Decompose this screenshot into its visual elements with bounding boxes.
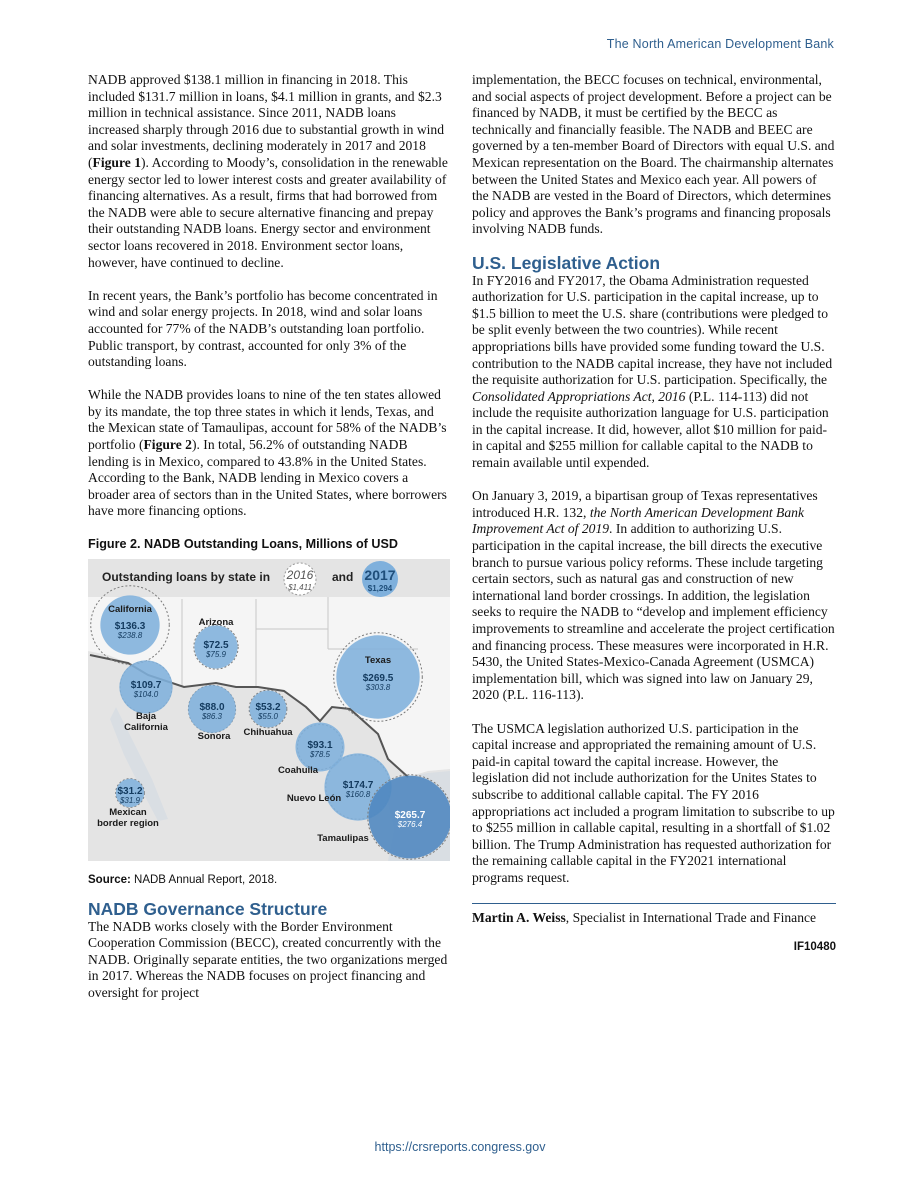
legend-total-2016: $1,411 bbox=[288, 582, 312, 592]
paragraph-text: . In addition to authorizing U.S. participation in the capital increase, the bill directs the executive branch to pursue various policy reforms. These include targeting certain sectors, such as natural gas and construction of new international land border crossings. In addition, the legislation seeks to require the NADB to “develop and implement efficiency improvements to streamline and accelerate the project certification and financing process. These measures were incorporated in H.R. 5430, the United States-Mexico-Canada Agreement (USMCA) implementation bill, which was signed into law on January 29, 2020 (P.L. 116-113). bbox=[472, 521, 835, 703]
paragraph-becc: implementation, the BECC focuses on technical, environmental, and social aspects of project development. Before a project can be financed by NADB, it must be certified by the BECC as technically and financially feasible. The NADB and BEEC are governed by a ten-member Board of Directors with equal U.S. and Mexican representation on the Board. The chairmanship alternates between the United States and Mexico each year. All powers of the NADB are vested in the Board of Directors, which determines policy and approves the Bank’s programs and financing proposals involving NADB funds. bbox=[472, 72, 835, 237]
value-2016-label: $104.0 bbox=[133, 689, 159, 699]
state-name-label: Sonora bbox=[197, 730, 231, 742]
header-organization: The North American Development Bank bbox=[606, 37, 834, 51]
source-text: NADB Annual Report, 2018. bbox=[130, 873, 278, 886]
paragraph-text: (P.L. 114-113) did not include the requisite authorization language for U.S. participation in the capital increase. It did, however, allot $10 million for paid-in capital and $255 million for callable capital to the NADB to remain available until expended. bbox=[472, 388, 829, 471]
heading-governance: NADB Governance Structure bbox=[88, 898, 328, 919]
figure-title: Figure 2. NADB Outstanding Loans, Millions of USD bbox=[88, 536, 398, 551]
value-2016-label: $276.4 bbox=[397, 819, 423, 829]
paragraph-hr132 bbox=[472, 488, 836, 704]
paragraph-text: On January 3, 2019, a bipartisan group of Texas representatives introduced H.R. 132, bbox=[472, 488, 818, 520]
figure-1-reference: Figure 1 bbox=[92, 154, 141, 170]
state-name-label: California bbox=[124, 721, 168, 733]
state-name-label: Texas bbox=[364, 654, 392, 666]
state-name-label: border region bbox=[97, 817, 159, 829]
value-2016-label: $31.9 bbox=[119, 795, 141, 805]
author-divider bbox=[472, 903, 836, 904]
paragraph-text: In FY2016 and FY2017, the Obama Administration requested authorization for U.S. participation in the capital increase, up to $1.5 billion to meet the U.S. share (contributions were pledged to be split evenly between the two countries). While recent appropriations bills have provided some funding toward the U.S. contribution to the NADB capital increase, they have not included the requisite authorization for U.S. participation. Specifically, the bbox=[472, 272, 833, 388]
outstanding-loans-map bbox=[88, 559, 450, 861]
map-heading: Outstanding loans by state in bbox=[102, 569, 271, 584]
state-name-label: Arizona bbox=[198, 616, 234, 628]
paragraph-text: ). In total, 56.2% of outstanding NADB lending is in Mexico, compared to 43.8% in the United States. According to the Bank, NADB lending in Mexico covers a broader area of sectors than in the United States, where borrowers have more financing options. bbox=[88, 437, 447, 519]
value-2017-label: $174.7 bbox=[342, 779, 374, 791]
legend-year-2016: 2016 bbox=[286, 567, 314, 582]
state-name-label: Mexican bbox=[109, 806, 147, 818]
figure-source bbox=[88, 873, 450, 887]
value-2017-label: $72.5 bbox=[203, 639, 229, 651]
source-label: Source: bbox=[88, 873, 131, 886]
value-2016-label: $78.5 bbox=[309, 749, 331, 759]
bill-title: the North American Development Bank Improvement Act of 2019 bbox=[472, 504, 804, 537]
paragraph-portfolio: In recent years, the Bank’s portfolio has become concentrated in wind and solar energy projects. In 2018, wind and solar loans accounted for 77% of the NADB’s outstanding loan portfolio. Public transport, by contrast, accounted for only 3% of the outstanding loans. bbox=[88, 287, 438, 370]
legend-year-2017: 2017 bbox=[364, 566, 396, 583]
author-name: Martin A. Weiss bbox=[472, 910, 566, 926]
value-2017-label: $88.0 bbox=[199, 701, 225, 713]
value-2017-label: $269.5 bbox=[362, 672, 394, 684]
state-name-label: Coahuila bbox=[277, 764, 319, 776]
figure-2-reference: Figure 2 bbox=[143, 437, 192, 453]
value-2017-label: $31.2 bbox=[117, 785, 143, 797]
value-2016-label: $303.8 bbox=[365, 682, 391, 692]
author-title: , Specialist in International Trade and Finance bbox=[565, 910, 817, 926]
paragraph-text: ). According to Moody’s, consolidation in the renewable energy sector led to lower interest costs and greater availability of financing alternatives. As a result, firms that had borrowed from the NADB were able to secure alternative financing and prepay their outstanding NADB loans. Energy sector and environment sector loans recovered in 2018. Environment sector loans, however, have continued to decline. bbox=[88, 154, 448, 270]
state-name-label: Tamaulipas bbox=[317, 832, 369, 844]
value-2016-label: $75.9 bbox=[205, 649, 227, 659]
author-line bbox=[472, 910, 836, 927]
left-column bbox=[88, 72, 450, 1002]
legend-and: and bbox=[332, 569, 354, 584]
right-column bbox=[472, 72, 836, 955]
value-2016-label: $55.0 bbox=[257, 711, 279, 721]
state-name-label: Baja bbox=[135, 710, 157, 722]
value-2017-label: $93.1 bbox=[307, 739, 333, 751]
value-2017-label: $53.2 bbox=[255, 701, 281, 713]
if-number: IF10480 bbox=[793, 940, 836, 953]
value-2016-label: $238.8 bbox=[117, 630, 143, 640]
state-name-label: Nuevo León bbox=[286, 792, 342, 804]
state-name-label: California bbox=[108, 603, 152, 615]
paragraph-governance: The NADB works closely with the Border Environment Cooperation Commission (BECC), created concurrently with the NADB. Originally separate entities, the two organizations merged in 2017. Whereas the NADB focuses on project financing and oversight for project bbox=[88, 918, 448, 1000]
footer-url[interactable]: https://crsreports.congress.gov bbox=[374, 1140, 546, 1154]
heading-legislative: U.S. Legislative Action bbox=[472, 252, 661, 273]
state-name-label: Chihuahua bbox=[243, 726, 293, 738]
paragraph-states bbox=[88, 387, 450, 520]
value-2016-label: $160.8 bbox=[345, 789, 371, 799]
paragraph-text: NADB approved $138.1 million in financing in 2018. This included $131.7 million in loans, $4.1 million in grants, and $2.3 million in technical assistance. Since 2011, NADB loans increased sharply through 2016 due to substantial growth in wind and solar investments, declining moderately in 2017 and 2018 ( bbox=[88, 72, 445, 170]
act-title: Consolidated Appropriations Act, 2016 bbox=[472, 388, 686, 404]
legend-total-2017: $1,294 bbox=[367, 583, 393, 593]
paragraph-obama bbox=[472, 273, 836, 472]
paragraph-financing bbox=[88, 72, 450, 271]
paragraph-usmca: The USMCA legislation authorized U.S. participation in the capital increase and appropriated the remaining amount of U.S. paid-in capital toward the capital increase. However, the legislation did not include authorization for the Unites States to subscribe to additional callable capital. The FY 2016 appropriations act included a program limitation to subscribe to up to $255 million in callable capital, resulting in a shortfall of $1.02 billion. The Trump Administration has requested authorization for the remaining callable capital in the FY2021 international programs request. bbox=[472, 720, 835, 885]
value-2016-label: $86.3 bbox=[201, 711, 223, 721]
paragraph-text: While the NADB provides loans to nine of the ten states allowed by its mandate, the top three states in which it lends, Texas, and the Mexican state of Tamaulipas, account for 58% of the NADB’s portfolio ( bbox=[88, 387, 447, 453]
value-2017-label: $136.3 bbox=[114, 620, 146, 632]
value-2017-label: $109.7 bbox=[130, 679, 162, 691]
value-2017-label: $265.7 bbox=[394, 809, 426, 821]
